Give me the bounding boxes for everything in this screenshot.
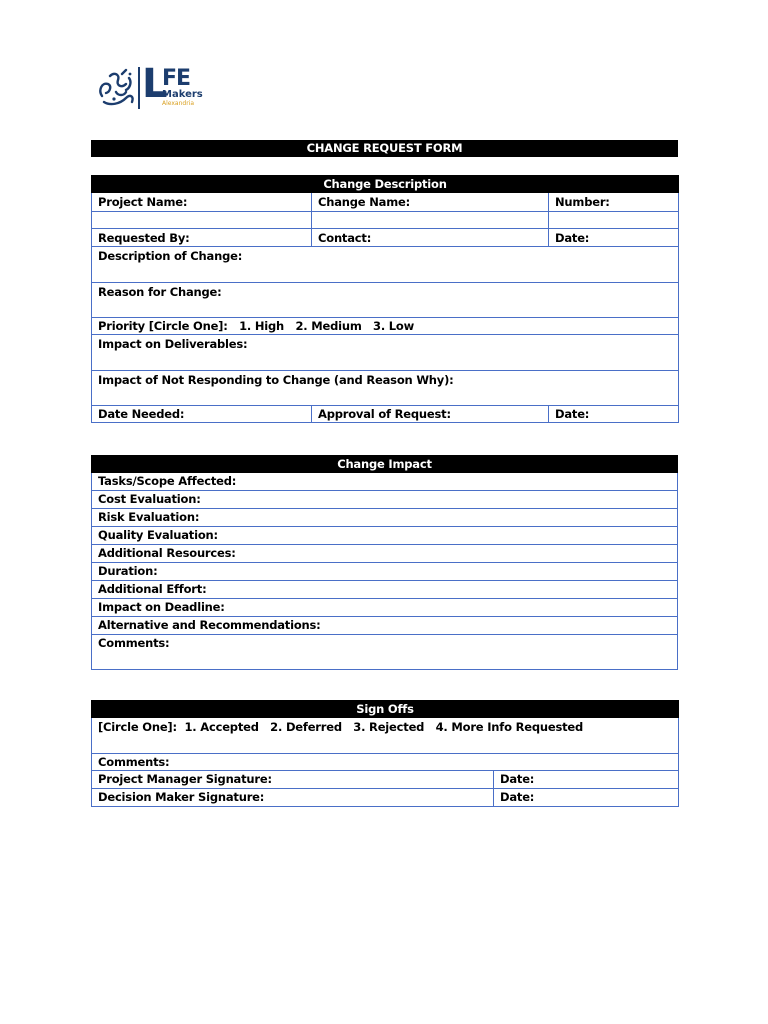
date-needed-label[interactable]: Date Needed: (92, 406, 312, 423)
contact-label[interactable]: Contact: (312, 229, 549, 247)
reason-for-change-field[interactable]: Reason for Change: (92, 283, 679, 318)
impact-row[interactable]: Impact on Deadline: (92, 599, 678, 617)
sign-offs-table (91, 700, 679, 807)
logo-city-text: Alexandria (162, 100, 195, 107)
impact-row[interactable]: Risk Evaluation: (92, 509, 678, 527)
approval-date-label[interactable]: Date: (549, 406, 679, 423)
change-description-header: Change Description (92, 176, 679, 193)
logo-letter: L (142, 61, 168, 107)
priority-field[interactable] (92, 318, 679, 335)
requested-by-label[interactable]: Requested By: (92, 229, 312, 247)
logo-divider (138, 67, 140, 109)
impact-row[interactable]: Additional Resources: (92, 545, 678, 563)
sign-offs-header: Sign Offs (92, 701, 679, 718)
impact-row[interactable]: Alternative and Recommendations: (92, 617, 678, 635)
form-title: CHANGE REQUEST FORM (91, 140, 678, 157)
logo-sub-text: Makers (162, 89, 203, 100)
decision-maker-signature-field[interactable]: Decision Maker Signature: (92, 789, 494, 807)
change-description-table (91, 175, 679, 423)
number-field[interactable] (549, 212, 679, 229)
project-manager-signature-field[interactable]: Project Manager Signature: (92, 771, 494, 789)
date-label[interactable]: Date: (549, 229, 679, 247)
project-manager-date-field[interactable]: Date: (494, 771, 679, 789)
description-of-change-field[interactable]: Description of Change: (92, 247, 679, 283)
approval-of-request-label[interactable]: Approval of Request: (312, 406, 549, 423)
project-name-field[interactable] (92, 212, 312, 229)
impact-row[interactable]: Tasks/Scope Affected: (92, 473, 678, 491)
impact-row[interactable]: Cost Evaluation: (92, 491, 678, 509)
priority-label: Priority [Circle One]: (98, 319, 228, 333)
change-impact-header: Change Impact (92, 456, 678, 473)
priority-options[interactable]: 1. High 2. Medium 3. Low (239, 319, 415, 333)
logo-main-text: FE (162, 66, 191, 91)
impact-on-deliverables-field[interactable]: Impact on Deliverables: (92, 335, 679, 371)
decision-maker-date-field[interactable]: Date: (494, 789, 679, 807)
impact-row[interactable]: Duration: (92, 563, 678, 581)
organization-logo (96, 61, 206, 112)
number-label: Number: (549, 193, 679, 212)
project-name-label: Project Name: (92, 193, 312, 212)
impact-row[interactable]: Additional Effort: (92, 581, 678, 599)
decision-options[interactable]: [Circle One]: 1. Accepted 2. Deferred 3. Rejected 4. More Info Requested (98, 720, 584, 734)
impact-not-responding-field[interactable]: Impact of Not Responding to Change (and Reason Why): (92, 371, 679, 406)
change-name-field[interactable] (312, 212, 549, 229)
sign-off-comments-field[interactable]: Comments: (92, 754, 679, 771)
decision-options-field[interactable] (92, 718, 679, 754)
impact-comments-field[interactable]: Comments: (92, 635, 678, 670)
impact-row[interactable]: Quality Evaluation: (92, 527, 678, 545)
change-name-label: Change Name: (312, 193, 549, 212)
change-impact-table (91, 455, 678, 670)
calligraphy-emblem-icon (96, 66, 138, 110)
